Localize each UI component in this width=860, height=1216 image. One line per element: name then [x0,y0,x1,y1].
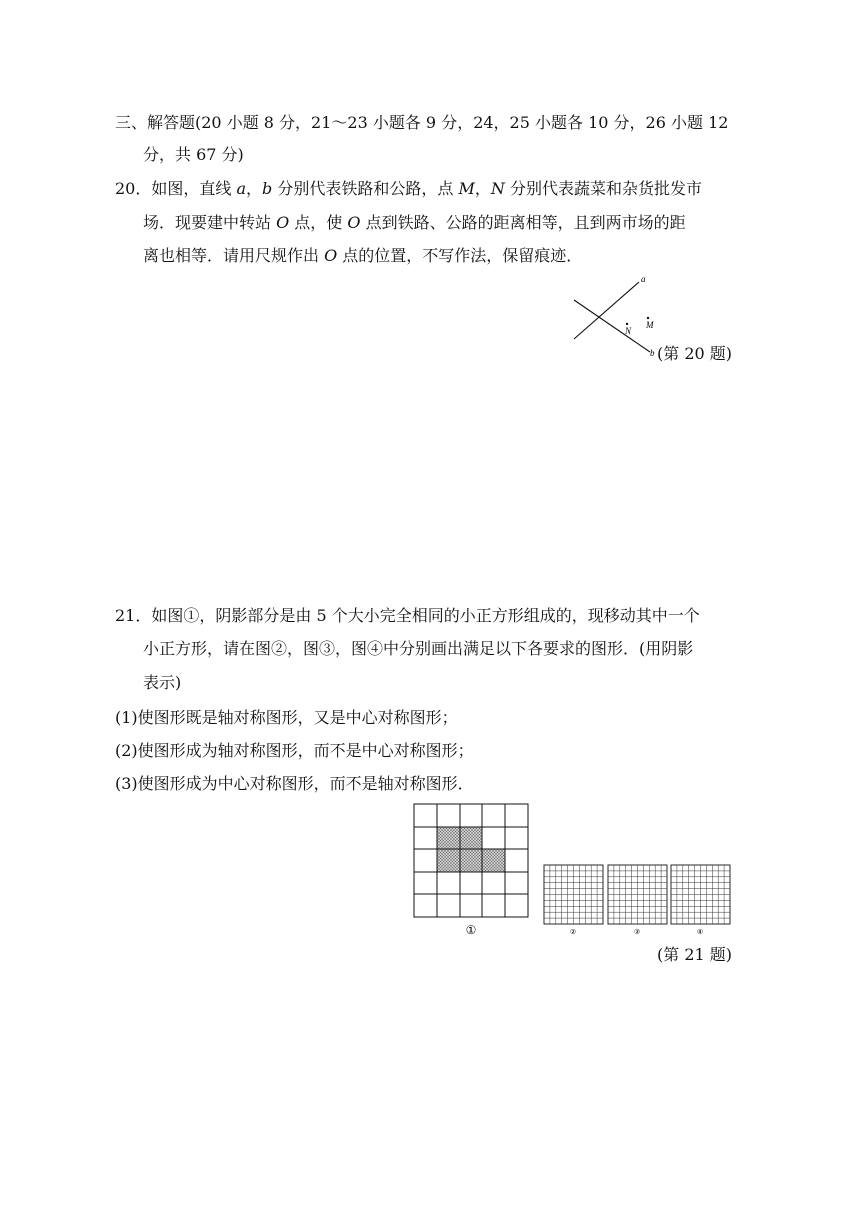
label-N: N [625,326,632,336]
label-a: a [641,274,646,284]
q21-figure [400,800,740,950]
q20-text: 点到铁路、公路的距离相等，且到两市场的距 [360,213,686,232]
grid-2-label: ② [569,928,577,936]
q20-text: 分别代表蔬菜和杂货批发市 [504,179,702,198]
q20-text-line-3 [143,245,582,267]
q21-text-line-1: 21．如图①，阴影部分是由 5 个大小完全相同的小正方形组成的，现移动其中一个 [115,606,700,625]
q20-text: 20．如图，直线 [115,179,237,198]
var-O: O [347,213,361,232]
var-O: O [276,213,290,232]
q20-figure-caption: (第 20 题) [657,344,733,363]
grid-4 [671,865,730,924]
var-N: N [490,179,505,198]
shaded-cell [437,849,505,872]
grid-2 [544,865,603,924]
q20-text: 点，使 [289,213,348,232]
q20-text: ， [246,179,263,198]
grid-1-label: ① [465,923,477,937]
line-b [574,300,650,352]
grid-1 [414,804,528,917]
q21-requirement-1: (1)使图形既是轴对称图形，又是中心对称图形； [115,708,458,727]
q20-figure [560,270,660,360]
section-header-line-2: 分，共 67 分) [143,145,244,164]
grid-4-label: ④ [696,928,704,936]
point-N [626,323,628,325]
grid-3 [608,865,667,924]
var-M: M [458,179,475,198]
q20-text: ， [474,179,491,198]
q21-figure-caption: (第 21 题) [657,945,733,964]
var-b: b [262,179,273,198]
label-b: b [650,348,655,358]
q20-text: 场．现要建中转站 [143,213,277,232]
label-M: M [646,320,654,330]
q20-text: 点的位置，不写作法，保留痕迹． [337,246,583,265]
q20-text-line-1 [115,178,702,200]
q21-requirement-2: (2)使图形成为轴对称图形，而不是中心对称图形； [115,741,474,760]
q21-requirement-3: (3)使图形成为中心对称图形，而不是轴对称图形． [115,774,474,793]
q20-text: 离也相等．请用尺规作出 [143,246,325,265]
q21-text-line-2: 小正方形，请在图②，图③，图④中分别画出满足以下各要求的图形．(用阴影 [143,639,694,658]
grid-3-label: ③ [633,928,641,936]
point-M [647,317,649,319]
q20-text: 分别代表铁路和公路，点 [272,179,459,198]
var-O: O [324,246,338,265]
var-a: a [236,179,246,198]
q20-text-line-2 [143,212,686,234]
section-header-line-1: 三、解答题(20 小题 8 分，21～23 小题各 9 分，24，25 小题各 10 分，26 小题 12 [115,113,729,132]
q21-text-line-3: 表示) [143,673,182,692]
